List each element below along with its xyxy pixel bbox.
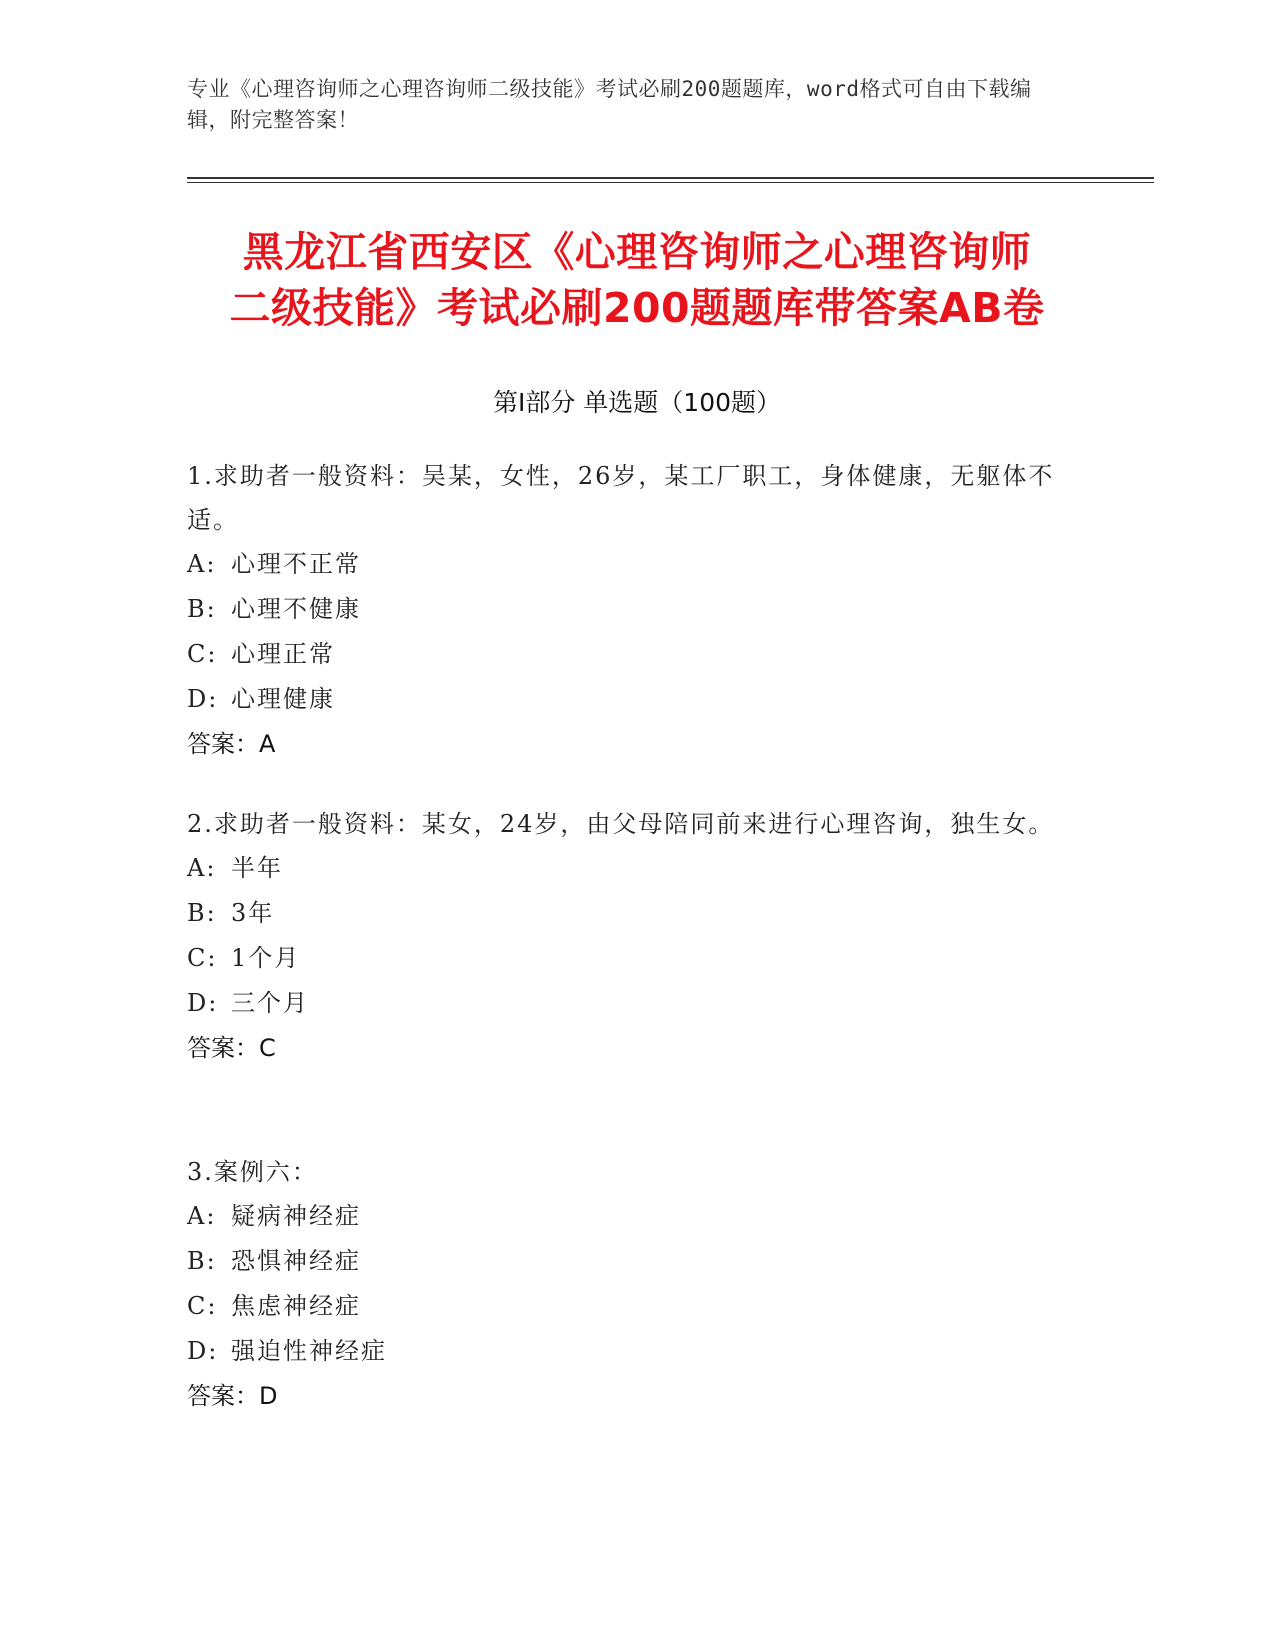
option-d <box>187 981 1067 1026</box>
option-text: 恐惧神经症 <box>231 1247 361 1275</box>
option-b <box>187 1239 1067 1284</box>
section-heading: 第Ⅰ部分 单选题（100题） <box>492 388 782 417</box>
option-letter: A: <box>187 854 217 882</box>
option-d <box>187 677 1067 722</box>
option-a <box>187 846 1067 891</box>
option-letter: B: <box>187 595 217 623</box>
option-letter: C: <box>187 1292 218 1320</box>
option-c <box>187 1284 1067 1329</box>
option-text: 3年 <box>231 899 275 927</box>
option-letter: C: <box>187 640 218 668</box>
option-text: 心理健康 <box>231 685 335 713</box>
option-text: 强迫性神经症 <box>231 1337 387 1365</box>
option-letter: C: <box>187 944 218 972</box>
header-note: 专业《心理咨询师之心理咨询师二级技能》考试必刷200题题库，word格式可自由下载编辑，附完整答案！ <box>187 77 1032 132</box>
option-text: 焦虑神经症 <box>231 1292 361 1320</box>
option-c <box>187 632 1067 677</box>
option-letter: B: <box>187 1247 217 1275</box>
header-divider-thick <box>187 177 1154 179</box>
option-text: 1个月 <box>231 944 301 972</box>
question-stem: 3.案例六： <box>187 1158 318 1186</box>
option-letter: D: <box>187 1337 219 1365</box>
answer-line: 答案：A <box>187 730 276 758</box>
option-text: 疑病神经症 <box>231 1202 361 1230</box>
document-title-line-2: 二级技能》考试必刷200题题库带答案AB卷 <box>229 284 1045 332</box>
question-2 <box>187 802 1067 1071</box>
answer-line: 答案：C <box>187 1034 276 1062</box>
question-stem: 1.求助者一般资料：吴某，女性，26岁，某工厂职工，身体健康，无躯体不适。 <box>187 462 1055 534</box>
option-b <box>187 587 1067 632</box>
question-3 <box>187 1150 1067 1419</box>
option-letter: D: <box>187 989 219 1017</box>
option-text: 三个月 <box>231 989 309 1017</box>
option-text: 心理不正常 <box>231 550 361 578</box>
answer-line: 答案：D <box>187 1382 278 1410</box>
question-1 <box>187 454 1067 767</box>
option-letter: A: <box>187 550 217 578</box>
option-c <box>187 936 1067 981</box>
option-d <box>187 1329 1067 1374</box>
option-a <box>187 1194 1067 1239</box>
header-divider-thin <box>187 182 1154 183</box>
option-letter: A: <box>187 1202 217 1230</box>
document-title-line-1: 黑龙江省西安区《心理咨询师之心理咨询师 <box>242 228 1032 276</box>
option-a <box>187 542 1067 587</box>
option-text: 半年 <box>231 854 283 882</box>
option-letter: D: <box>187 685 219 713</box>
option-text: 心理不健康 <box>231 595 361 623</box>
question-stem: 2.求助者一般资料：某女，24岁，由父母陪同前来进行心理咨询，独生女。 <box>187 810 1055 838</box>
option-b <box>187 891 1067 936</box>
document-title <box>187 224 1087 336</box>
option-letter: B: <box>187 899 217 927</box>
option-text: 心理正常 <box>231 640 335 668</box>
